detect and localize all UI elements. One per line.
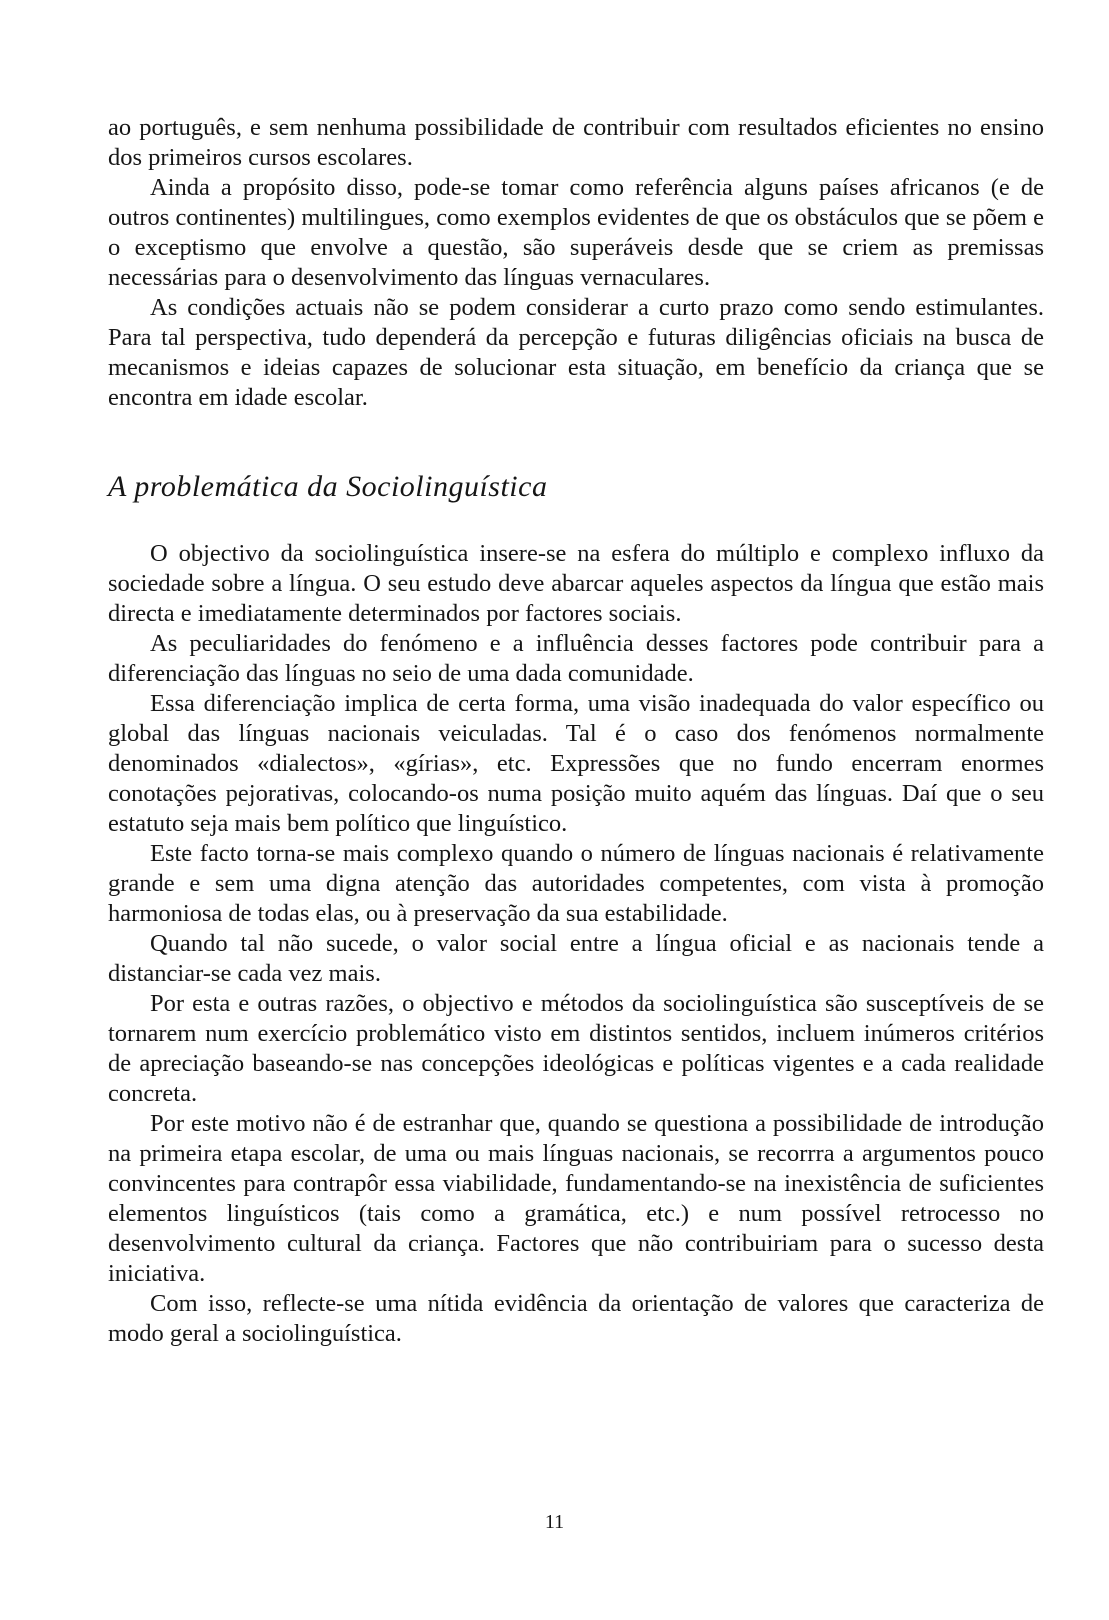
paragraph-complexity: Este facto torna-se mais complexo quando o número de línguas nacionais é relativamente grande e sem uma digna atenção das autoridades competentes, com vista à promoção harmoniosa de todas elas, ou à preservação da sua estabilidade. [108,840,1044,927]
page-number: 11 [544,1511,565,1533]
paragraph-differentiation: Essa diferenciação implica de certa forma, uma visão inadequada do valor específico ou global das línguas nacionais veiculadas. Tal é o caso dos fenómenos normalmente denominados «dialectos», «gírias», etc. Expressões que no fundo encerram enormes conotações pejorativas, colocando-os numa posição muito aquém das línguas. Daí que o seu estatuto seja mais bem político que linguístico. [108,690,1044,837]
paragraph-objective: O objectivo da sociolinguística insere-se na esfera do múltiplo e complexo influxo da sociedade sobre a língua. O seu estudo deve abarcar aqueles aspectos da língua que estão mais directa e imediatamente determinados por factores sociais. [108,540,1044,627]
paragraph-peculiarities: As peculiaridades do fenómeno e a influência desses factores pode contribuir para a diferenciação das línguas no seio de uma dada comunidade. [108,630,1044,687]
paragraph-continuation: ao português, e sem nenhuma possibilidade de contribuir com resultados eficientes no ensino dos primeiros cursos escolares. [108,114,1044,171]
paragraph-social-value: Quando tal não sucede, o valor social entre a língua oficial e as nacionais tende a distanciar-se cada vez mais. [108,930,1044,987]
paragraph-methods: Por esta e outras razões, o objectivo e métodos da sociolinguística são susceptíveis de se tornarem num exercício problemático visto em distintos sentidos, incluem inúmeros critérios de apreciação baseando-se nas concepções ideológicas e políticas vigentes e a cada realidade concreta. [108,990,1044,1107]
paragraph-conclusion: Com isso, reflecte-se uma nítida evidência da orientação de valores que caracteriza de modo geral a sociolinguística. [108,1290,1044,1347]
paragraph-african-countries: Ainda a propósito disso, pode-se tomar como referência alguns países africanos (e de outros continentes) multilingues, como exemplos evidentes de que os obstáculos que se põem e o exceptismo que envolve a questão, são superáveis desde que se criem as premissas necessárias para o desenvolvimento das línguas vernaculares. [108,174,1044,291]
paragraph-introduction: Por este motivo não é de estranhar que, quando se questiona a possibilidade de introdução na primeira etapa escolar, de uma ou mais línguas nacionais, se recorrra a argumentos pouco convincentes para contrapôr essa viabilidade, fundamentando-se na inexistência de suficientes elementos linguísticos (tais como a gramática, etc.) e num possível retrocesso no desenvolvimento cultural da criança. Factores que não contribuiriam para o sucesso desta iniciativa. [108,1110,1044,1287]
page-body [108,113,1044,1349]
paragraph-current-conditions: As condições actuais não se podem considerar a curto prazo como sendo estimulantes. Para tal perspectiva, tudo dependerá da percepção e futuras diligências oficiais na busca de mecanismos e ideias capazes de solucionar esta situação, em benefício da criança que se encontra em idade escolar. [108,294,1044,411]
section-heading: A problemática da Sociolinguística [108,470,548,503]
